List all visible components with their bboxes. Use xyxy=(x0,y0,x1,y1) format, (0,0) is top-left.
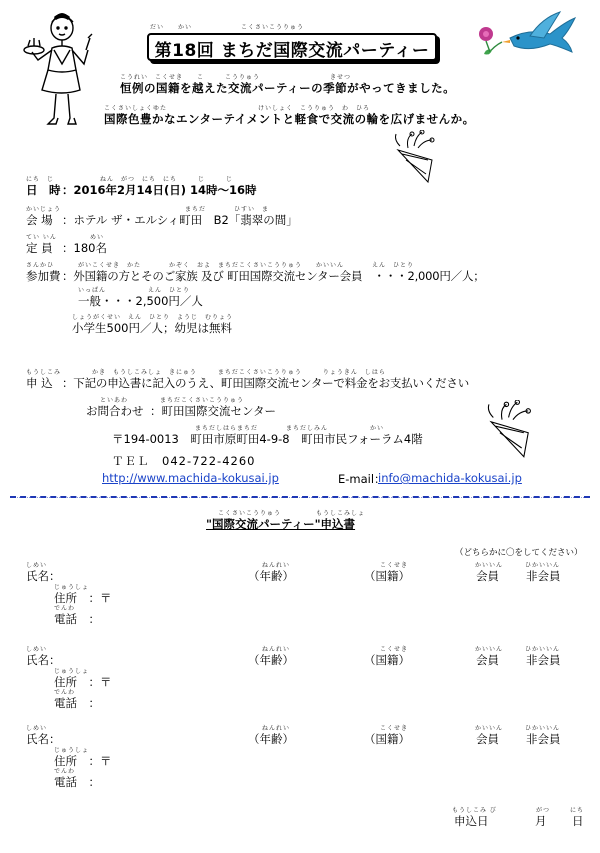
inquiry-label: お問合わせ xyxy=(86,404,144,418)
date-label: 日 時 xyxy=(26,183,61,197)
form-title-ruby: こくさいこうりゅう もうしこみしょ xyxy=(218,510,366,517)
inquiry-value: ：町田国際交流センター xyxy=(150,404,277,418)
address-field-ruby: じゅうしょ xyxy=(54,668,90,675)
name-ruby: しめい xyxy=(26,646,48,653)
apply-date-ruby: もうしこみ び xyxy=(452,807,497,814)
website-link[interactable]: http://www.machida-kokusai.jp xyxy=(102,471,279,485)
name-ruby: しめい xyxy=(26,725,48,732)
nationality-label: （国籍） xyxy=(364,569,410,583)
form-note: （どちらかに〇をしてください） xyxy=(455,548,583,558)
capacity-value-ruby: めい xyxy=(90,234,105,241)
apply-text-ruby: かき もうしこみしょ きにゅう まちだこくさいこうりゅう りょうきん しはら xyxy=(92,369,386,376)
age-label: （年齢） xyxy=(248,569,294,583)
nonmember-ruby: ひかいいん xyxy=(525,646,561,653)
address-field[interactable]: 住所 ：〒 xyxy=(54,675,112,689)
address-field-ruby: じゅうしょ xyxy=(54,584,90,591)
inquiry-label-ruby: といあわ xyxy=(100,397,129,404)
name-label: 氏名： xyxy=(26,732,61,746)
date-value-ruby: ねん がつ にち にち じ じ xyxy=(100,176,234,183)
member-ruby: かいいん xyxy=(475,562,504,569)
date-value: ：2016年2月14日(日) 14時～16時 xyxy=(62,183,257,197)
fee-line3-ruby: しょうがくせい えん ひとり ようじ むりょう xyxy=(72,314,234,321)
address-field-ruby: じゅうしょ xyxy=(54,747,90,754)
fee-line1-ruby: がいこくせき かた かぞく およ まちだこくさいこうりゅう かいいん えん ひとり xyxy=(78,262,415,269)
member-ruby: かいいん xyxy=(475,646,504,653)
nonmember-ruby: ひかいいん xyxy=(525,725,561,732)
bouquet-icon xyxy=(480,400,535,460)
name-ruby: しめい xyxy=(26,562,48,569)
date-label-ruby: にち じ xyxy=(26,176,55,183)
email-link[interactable]: info@machida-kokusai.jp xyxy=(378,471,522,485)
nonmember-ruby: ひかいいん xyxy=(525,562,561,569)
title-box xyxy=(147,33,437,61)
cut-line-divider-dots xyxy=(10,497,590,498)
contact-address: 〒194-0013 町田市原町田4-9-8 町田市民フォーラム4階 xyxy=(112,432,423,446)
age-ruby: ねんれい xyxy=(262,646,291,653)
fee-line2-ruby: いっぱん えん ひとり xyxy=(78,287,191,294)
nonmember-option[interactable]: 非会員 xyxy=(526,653,561,667)
nationality-ruby: こくせき xyxy=(380,562,409,569)
phone-field[interactable]: 電話 ： xyxy=(54,612,100,626)
address-field[interactable]: 住所 ：〒 xyxy=(54,591,112,605)
address-field[interactable]: 住所 ：〒 xyxy=(54,754,112,768)
phone-field-ruby: でんわ xyxy=(54,768,76,775)
address-ruby: まちだしはらまちだ まちだしみん かい xyxy=(195,425,385,432)
age-label: （年齢） xyxy=(248,653,294,667)
form-title: "国際交流パーティー"申込書 xyxy=(206,517,356,531)
age-label: （年齢） xyxy=(248,732,294,746)
venue-value-ruby: まちだ ひすい ま xyxy=(185,206,270,213)
phone-field-ruby: でんわ xyxy=(54,689,76,696)
member-option[interactable]: 会員 xyxy=(476,653,499,667)
nationality-ruby: こくせき xyxy=(380,646,409,653)
venue-value: ：ホテル ザ・エルシィ町田 B2「翡翠の間」 xyxy=(62,213,298,227)
phone-field-ruby: でんわ xyxy=(54,605,76,612)
contact-tel: ＴＥＬ 042-722-4260 xyxy=(112,454,256,468)
capacity-value: ：180名 xyxy=(62,241,107,255)
fee-line1: ：外国籍の方とそのご家族 及び 町田国際交流センター会員 ・・・2,000円／人； xyxy=(62,269,485,283)
intro-line1: 恒例の国籍を越えた交流パーティーの季節がやってきました。 xyxy=(120,81,456,95)
apply-label: 申 込 xyxy=(26,376,53,390)
capacity-label: 定 員 xyxy=(26,241,53,255)
apply-text: ：下記の申込書に記入のうえ、町田国際交流センターで料金をお支払いください xyxy=(62,376,470,390)
nonmember-option[interactable]: 非会員 xyxy=(526,732,561,746)
name-label: 氏名： xyxy=(26,653,61,667)
bouquet-icon xyxy=(388,130,438,185)
nationality-label: （国籍） xyxy=(364,732,410,746)
intro-line2-ruby: こくさいしょくゆた けいしょく こうりゅう わ ひろ xyxy=(104,105,371,112)
page-title: 第18回 まちだ国際交流パーティー xyxy=(154,41,430,61)
day-field[interactable]: 日 xyxy=(572,814,584,828)
day-ruby: にち xyxy=(570,807,585,814)
member-ruby: かいいん xyxy=(475,725,504,732)
nonmember-option[interactable]: 非会員 xyxy=(526,569,561,583)
fee-label: 参加費 xyxy=(26,269,61,283)
inquiry-value-ruby: まちだこくさいこうりゅう xyxy=(160,397,245,404)
fee-line3: 小学生500円／人；幼児は無料 xyxy=(72,321,232,335)
apply-label-ruby: もうしこみ xyxy=(26,369,62,376)
intro-line2: 国際色豊かなエンターテイメントと軽食で交流の輪を広げませんか。 xyxy=(104,112,475,126)
phone-field[interactable]: 電話 ： xyxy=(54,696,100,710)
phone-field[interactable]: 電話 ： xyxy=(54,775,100,789)
waitress-illustration xyxy=(22,8,102,133)
fee-line2: 一般・・・2,500円／人 xyxy=(78,294,203,308)
email-label: E-mail： xyxy=(338,472,386,486)
intro-line1-ruby: こうれい こくせき こ こうりゅう きせつ xyxy=(120,74,352,81)
name-label: 氏名： xyxy=(26,569,61,583)
month-field[interactable]: 月 xyxy=(535,814,547,828)
bluebird-with-flower-icon xyxy=(470,8,580,68)
capacity-label-ruby: てい いん xyxy=(26,234,57,241)
title-ruby: だい かい こくさいこうりゅう xyxy=(150,24,305,31)
venue-label-ruby: かいじょう xyxy=(26,206,62,213)
age-ruby: ねんれい xyxy=(262,562,291,569)
apply-date-label: 申込日 xyxy=(454,814,489,828)
venue-label: 会 場 xyxy=(26,213,53,227)
month-ruby: がつ xyxy=(536,807,551,814)
fee-label-ruby: さんかひ xyxy=(26,262,55,269)
nationality-ruby: こくせき xyxy=(380,725,409,732)
member-option[interactable]: 会員 xyxy=(476,569,499,583)
nationality-label: （国籍） xyxy=(364,653,410,667)
member-option[interactable]: 会員 xyxy=(476,732,499,746)
age-ruby: ねんれい xyxy=(262,725,291,732)
